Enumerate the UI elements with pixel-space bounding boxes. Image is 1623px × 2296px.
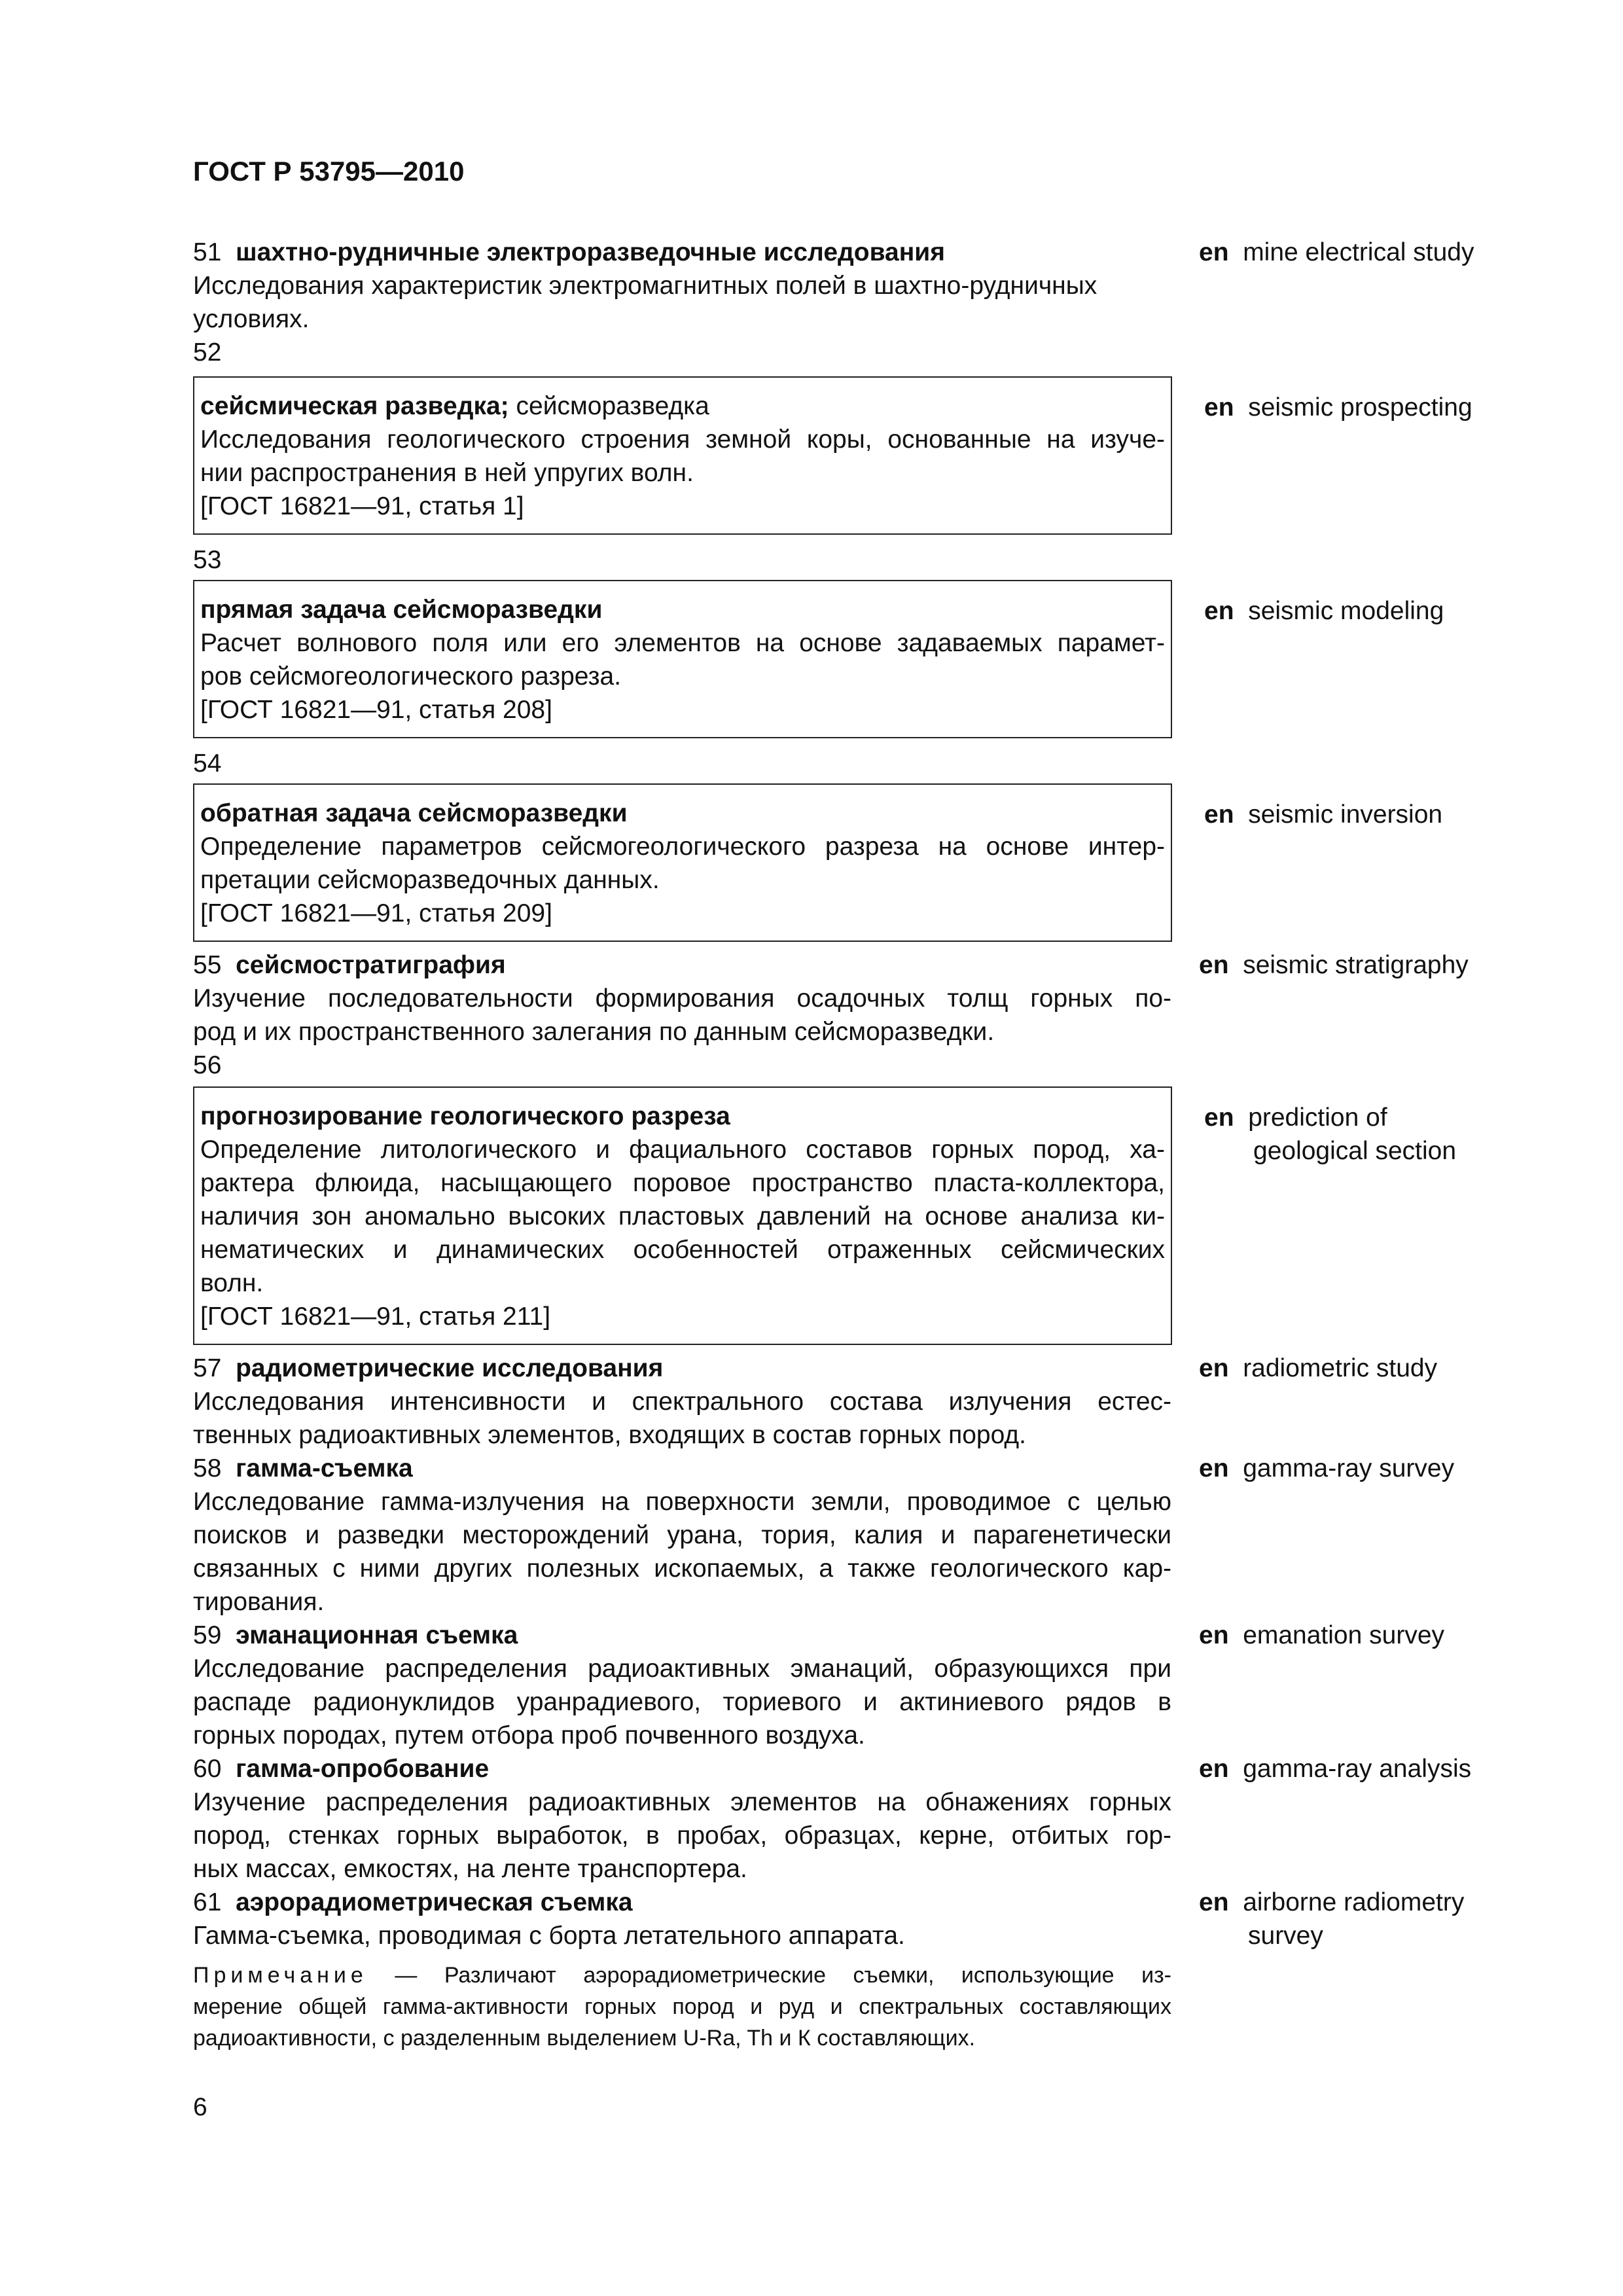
- definition-line: Изучение распределения радиоактивных элементов на обнажениях горных: [193, 1788, 1171, 1816]
- english-equivalent: en emanation survey: [1199, 1621, 1445, 1649]
- term-entry-57: [193, 1352, 1171, 1452]
- definition-line: тирования.: [193, 1588, 325, 1616]
- term-number: 51: [193, 238, 222, 266]
- term-title: гамма-съемка: [236, 1454, 413, 1482]
- term-number: 58: [193, 1454, 222, 1482]
- term-title: гамма-опробование: [236, 1755, 490, 1783]
- term-number: 61: [193, 1888, 222, 1916]
- term-entry-58: [193, 1452, 1171, 1619]
- term-box-53: [193, 580, 1172, 738]
- definition-line: Определение литологического и фациального составов горных пород, ха-: [200, 1136, 1165, 1164]
- english-equivalent: en radiometric study: [1199, 1354, 1438, 1382]
- english-equivalent: en gamma-ray survey: [1199, 1454, 1455, 1482]
- definition-line: нии распространения в ней упругих волн.: [200, 459, 694, 487]
- definition-line: Расчет волнового поля или его элементов на основе задаваемых парамет-: [200, 629, 1165, 657]
- term-title: эманационная съемка: [236, 1621, 518, 1649]
- note-line: — Различают аэрорадиометрические съемки, использующие из-: [395, 1963, 1171, 1988]
- term-title: радиометрические исследования: [236, 1354, 664, 1382]
- note-label: Примечание: [193, 1963, 368, 1988]
- term-title: обратная задача сейсморазведки: [200, 799, 628, 827]
- definition-line: условиях.: [193, 305, 310, 333]
- english-equivalent: en seismic modeling: [1204, 597, 1444, 625]
- definition-line: Исследования характеристик электромагнитных полей в шахтно-рудничных: [193, 272, 1097, 300]
- term-entry-61: [193, 1886, 1171, 1952]
- definition-line: горных породах, путем отбора проб почвенного воздуха.: [193, 1721, 865, 1749]
- source-reference: [ГОСТ 16821—91, статья 1]: [200, 492, 524, 520]
- definition-line: связанных с ними других полезных ископаемых, а также геологического кар-: [193, 1554, 1171, 1583]
- page-number: 6: [193, 2093, 207, 2121]
- term-number: 52: [193, 338, 222, 367]
- term-title: прямая задача сейсморазведки: [200, 596, 603, 624]
- definition-line: ных массах, емкостях, на ленте транспортера.: [193, 1855, 747, 1883]
- term-title: сейсмостратиграфия: [236, 951, 506, 979]
- definition-line: поисков и разведки месторождений урана, тория, калия и парагенетически: [193, 1521, 1171, 1549]
- definition-line: род и их пространственного залегания по данным сейсморазведки.: [193, 1018, 995, 1046]
- definition-line: претации сейсморазведочных данных.: [200, 866, 660, 894]
- english-equivalent: en gamma-ray analysis: [1199, 1755, 1472, 1783]
- definition-line: Исследования интенсивности и спектрального состава излучения естес-: [193, 1388, 1171, 1416]
- definition-line: пород, стенках горных выработок, в пробах, образцах, керне, отбитых гор-: [193, 1821, 1171, 1850]
- definition-line: рактера флюида, насыщающего поровое пространство пласта-коллектора,: [200, 1169, 1165, 1197]
- note-line: мерение общей гамма-активности горных пород и руд и спектральных составляющих: [193, 1994, 1171, 2019]
- term-entry-59: [193, 1619, 1171, 1752]
- term-title: аэрорадиометрическая съемка: [236, 1888, 633, 1916]
- term-synonym: сейсморазведка: [516, 392, 709, 420]
- english-equivalent: en seismic inversion: [1204, 800, 1443, 829]
- english-equivalent: en airborne radiometry survey: [1199, 1888, 1465, 1950]
- english-equivalent: en seismic stratigraphy: [1199, 951, 1469, 979]
- term-box-54: [193, 783, 1172, 942]
- definition-line: твенных радиоактивных элементов, входящих в состав горных пород.: [193, 1421, 1027, 1449]
- term-number: 57: [193, 1354, 222, 1382]
- term-entry-60: [193, 1752, 1171, 1886]
- term-entry-55: [193, 948, 1171, 1082]
- definition-line: наличия зон аномально высоких пластовых давлений на основе анализа ки-: [200, 1202, 1165, 1230]
- document-header: ГОСТ Р 53795—2010: [193, 156, 465, 187]
- definition-line: ров сейсмогеологического разреза.: [200, 662, 622, 691]
- note-line: радиоактивности, с разделенным выделением U-Ra, Th и К составляющих.: [193, 2026, 976, 2051]
- source-reference: [ГОСТ 16821—91, статья 211]: [200, 1302, 551, 1331]
- definition-line: Исследование распределения радиоактивных эманаций, образующихся при: [193, 1655, 1171, 1683]
- definition-line: Исследование гамма-излучения на поверхности земли, проводимое с целью: [193, 1488, 1171, 1516]
- definition-line: волн.: [200, 1269, 264, 1297]
- term-number: 59: [193, 1621, 222, 1649]
- source-reference: [ГОСТ 16821—91, статья 208]: [200, 696, 552, 724]
- note-block: [193, 1960, 1171, 2054]
- definition-line: Исследования геологического строения земной коры, основанные на изуче-: [200, 425, 1165, 454]
- definition-line: нематических и динамических особенностей отраженных сейсмических: [200, 1236, 1165, 1264]
- term-title: сейсмическая разведка;: [200, 392, 509, 420]
- term-title: прогнозирование геологического разреза: [200, 1102, 730, 1130]
- term-number: 54: [193, 749, 222, 778]
- term-box-52: [193, 376, 1172, 535]
- term-box-56: [193, 1086, 1172, 1345]
- english-equivalent: en prediction of geological section: [1204, 1103, 1457, 1165]
- term-title: шахтно-рудничные электроразведочные исследования: [236, 238, 946, 266]
- definition-line: Изучение последовательности формирования осадочных толщ горных по-: [193, 984, 1171, 1013]
- term-entry-51: [193, 236, 1171, 369]
- term-number: 55: [193, 951, 222, 979]
- definition-line: Определение параметров сейсмогеологического разреза на основе интер-: [200, 833, 1165, 861]
- term-number: 56: [193, 1051, 222, 1079]
- english-equivalent: en seismic prospecting: [1204, 393, 1472, 422]
- source-reference: [ГОСТ 16821—91, статья 209]: [200, 899, 552, 927]
- definition-line: Гамма-съемка, проводимая с борта летательного аппарата.: [193, 1922, 905, 1950]
- term-number: 53: [193, 546, 222, 574]
- english-equivalent: en mine electrical study: [1199, 238, 1474, 266]
- definition-line: распаде радионуклидов уранрадиевого, ториевого и актиниевого рядов в: [193, 1688, 1171, 1716]
- term-number: 60: [193, 1755, 222, 1783]
